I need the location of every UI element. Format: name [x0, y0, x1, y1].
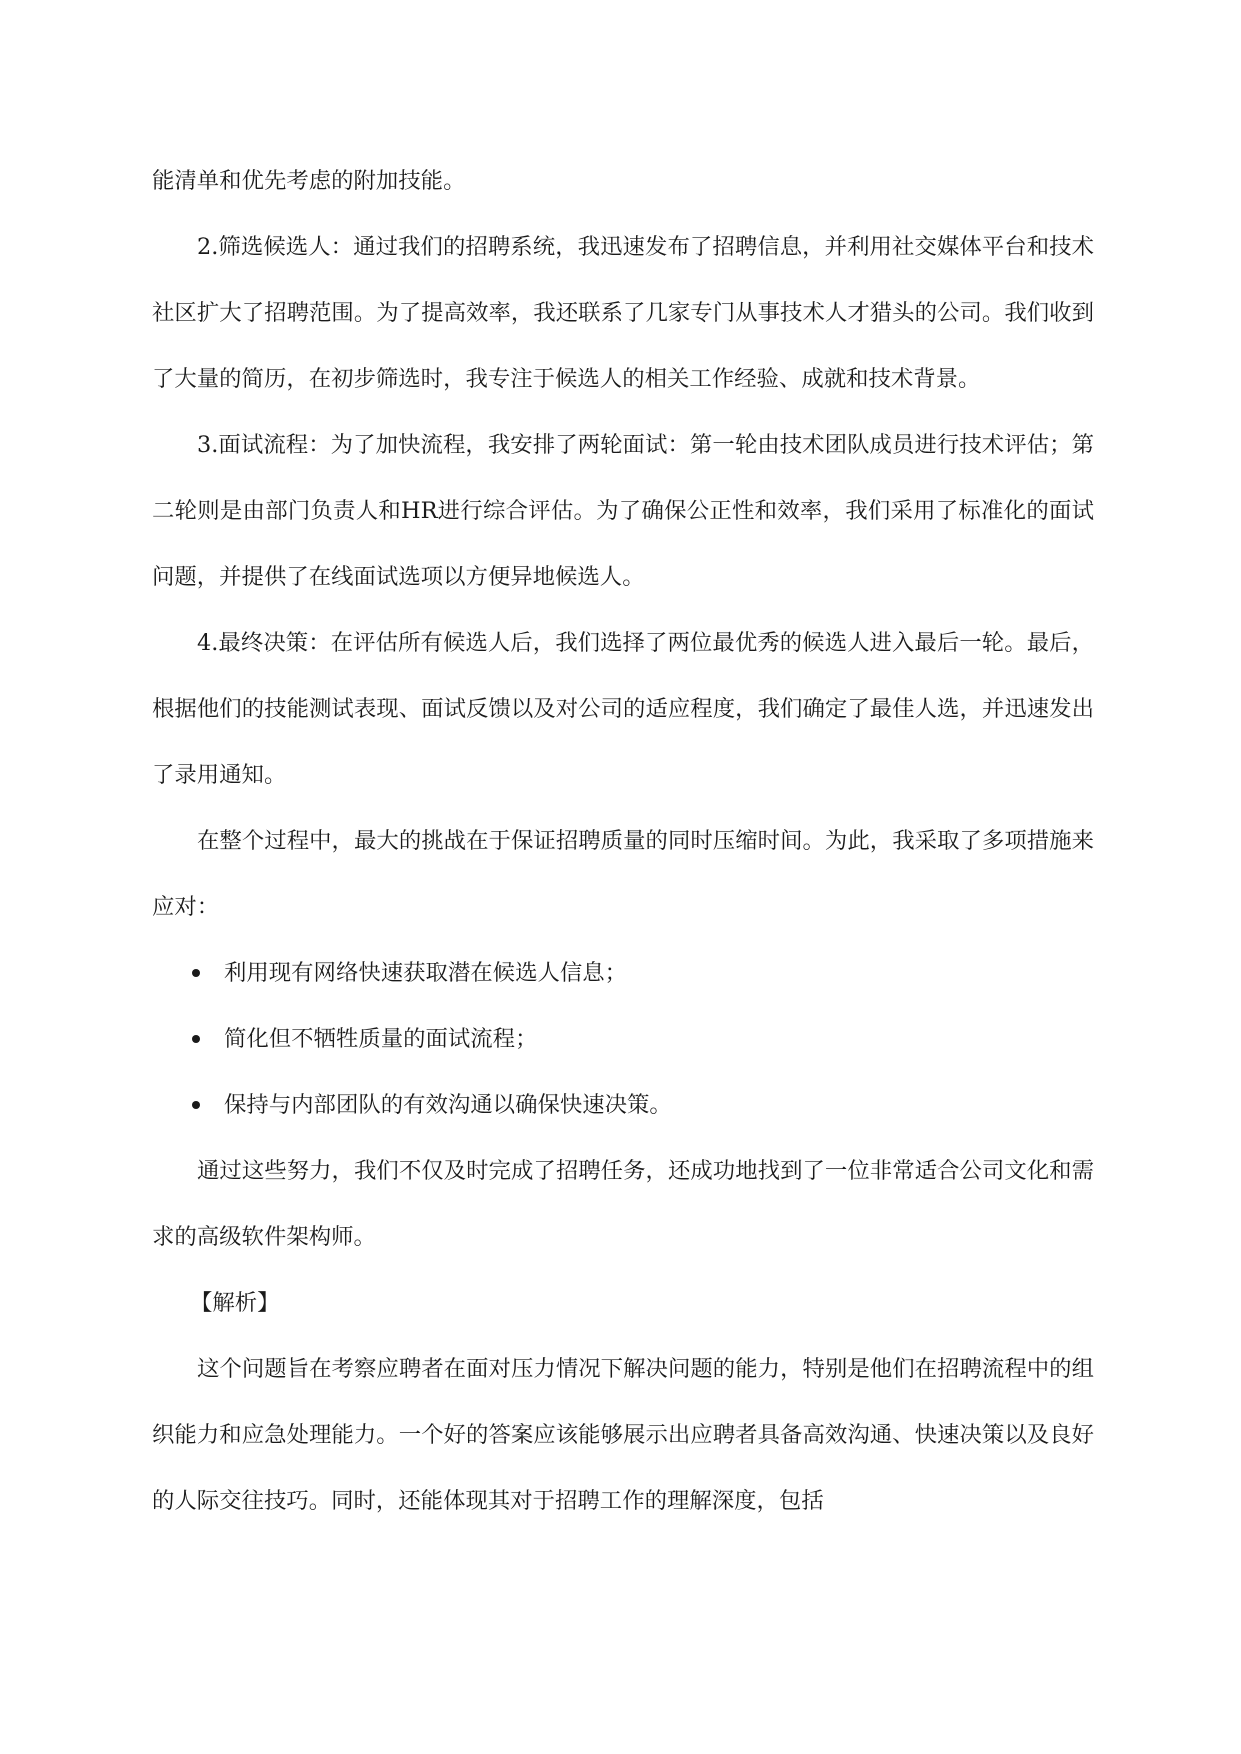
measures-list — [152, 940, 1094, 1138]
paragraph-skills-list: 能清单和优先考虑的附加技能。 — [152, 168, 466, 194]
paragraph-final-decision: 4.最终决策：在评估所有候选人后，我们选择了两位最优秀的候选人进入最后一轮。最后，根据他们的技能测试表现、面试反馈以及对公司的适应程度，我们确定了最佳人选，并迅速发出了录用通知。 — [152, 630, 1094, 788]
paragraph-challenge: 在整个过程中，最大的挑战在于保证招聘质量的同时压缩时间。为此，我采取了多项措施来应对： — [152, 828, 1094, 920]
paragraph-screen-candidates: 2.筛选候选人：通过我们的招聘系统，我迅速发布了招聘信息，并利用社交媒体平台和技术社区扩大了招聘范围。为了提高效率，我还联系了几家专门从事技术人才猎头的公司。我们收到了大量的简历，在初步筛选时，我专注于候选人的相关工作经验、成就和技术背景。 — [152, 234, 1094, 392]
analysis-heading: 【解析】 — [190, 1290, 280, 1316]
paragraph-analysis: 这个问题旨在考察应聘者在面对压力情况下解决问题的能力，特别是他们在招聘流程中的组织能力和应急处理能力。一个好的答案应该能够展示出应聘者具备高效沟通、快速决策以及良好的人际交往技巧。同时，还能体现其对于招聘工作的理解深度，包括 — [152, 1356, 1094, 1514]
bullet-dot-icon — [192, 1101, 200, 1109]
paragraph-interview-process: 3.面试流程：为了加快流程，我安排了两轮面试：第一轮由技术团队成员进行技术评估；第二轮则是由部门负责人和HR进行综合评估。为了确保公正性和效率，我们采用了标准化的面试问题，并提供了在线面试选项以方便异地候选人。 — [152, 432, 1094, 590]
document-body — [152, 148, 1094, 1534]
bullet-dot-icon — [192, 1035, 200, 1043]
list-item-text: 保持与内部团队的有效沟通以确保快速决策。 — [224, 1092, 672, 1118]
list-item-text: 利用现有网络快速获取潜在候选人信息； — [224, 960, 628, 986]
list-item — [152, 940, 1094, 1006]
list-item-text: 简化但不牺牲质量的面试流程； — [224, 1026, 538, 1052]
list-item — [152, 1072, 1094, 1138]
list-item — [152, 1006, 1094, 1072]
paragraph-conclusion: 通过这些努力，我们不仅及时完成了招聘任务，还成功地找到了一位非常适合公司文化和需求的高级软件架构师。 — [152, 1158, 1094, 1250]
bullet-dot-icon — [192, 969, 200, 977]
